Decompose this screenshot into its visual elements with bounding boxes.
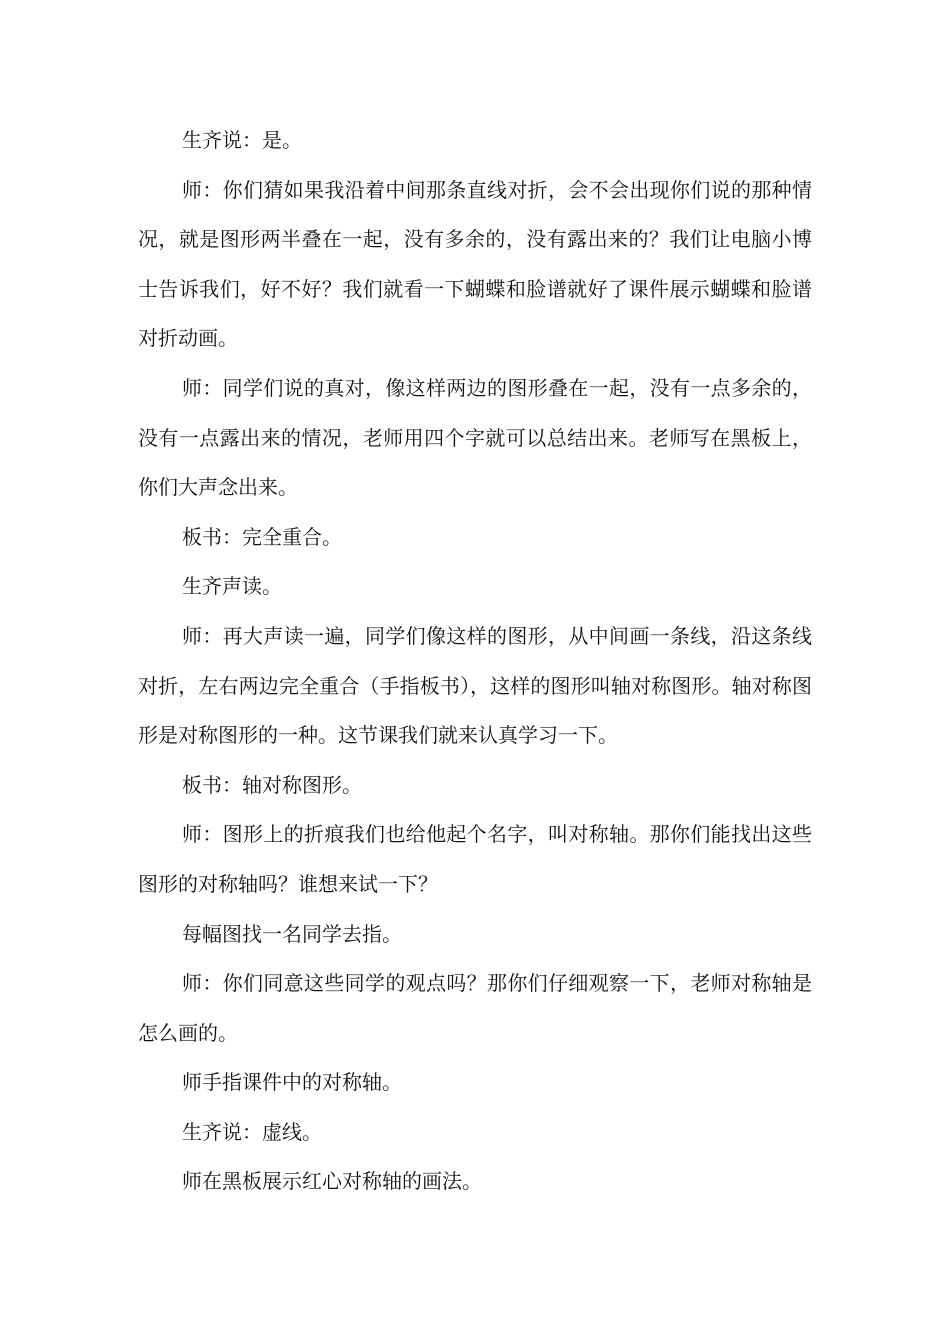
paragraph-board-axis-symmetric: 板书：轴对称图形。: [182, 772, 362, 797]
paragraph-teacher-heart-axis: 师在黑板展示红心对称轴的画法。: [182, 1169, 482, 1194]
paragraph-students-dashed-line: 生齐说：虚线。: [182, 1119, 322, 1144]
paragraph-students-answer-yes: 生齐说：是。: [182, 128, 302, 152]
paragraph-student-points: 每幅图找一名同学去指。: [182, 921, 402, 946]
paragraph-board-complete-overlap: 板书：完全重合。: [182, 524, 342, 549]
paragraph-students-read-aloud: 生齐声读。: [182, 574, 282, 599]
paragraph-teacher-axis-definition: 师：再大声读一遍，同学们像这样的图形，从中间画一条线，沿这条线对折，左右两边完全重合（手指板书），这样的图形叫轴对称图形。轴对称图形是对称图形的一种。这节课我们就来认真学习一下。: [138, 623, 812, 748]
paragraph-teacher-observe: 师：你们同意这些同学的观点吗？那你们仔细观察一下，老师对称轴是怎么画的。: [138, 971, 812, 1045]
paragraph-teacher-symmetry-axis: 师：图形上的折痕我们也给他起个名字，叫对称轴。那你们能找出这些图形的对称轴吗？谁想来试一下？: [138, 822, 812, 896]
paragraph-teacher-points-axis: 师手指课件中的对称轴。: [182, 1070, 402, 1095]
document-page: [138, 116, 812, 1207]
paragraph-teacher-summary: 师：同学们说的真对，像这样两边的图形叠在一起，没有一点多余的，没有一点露出来的情况，老师用四个字就可以总结出来。老师写在黑板上，你们大声念出来。: [138, 375, 812, 500]
paragraph-teacher-fold-question: 师：你们猜如果我沿着中间那条直线对折，会不会出现你们说的那种情况，就是图形两半叠在一起，没有多余的，没有露出来的？我们让电脑小博士告诉我们，好不好？我们就看一下蝴蝶和脸谱就好了课件展示蝴蝶和脸谱对折动画。: [138, 177, 812, 351]
